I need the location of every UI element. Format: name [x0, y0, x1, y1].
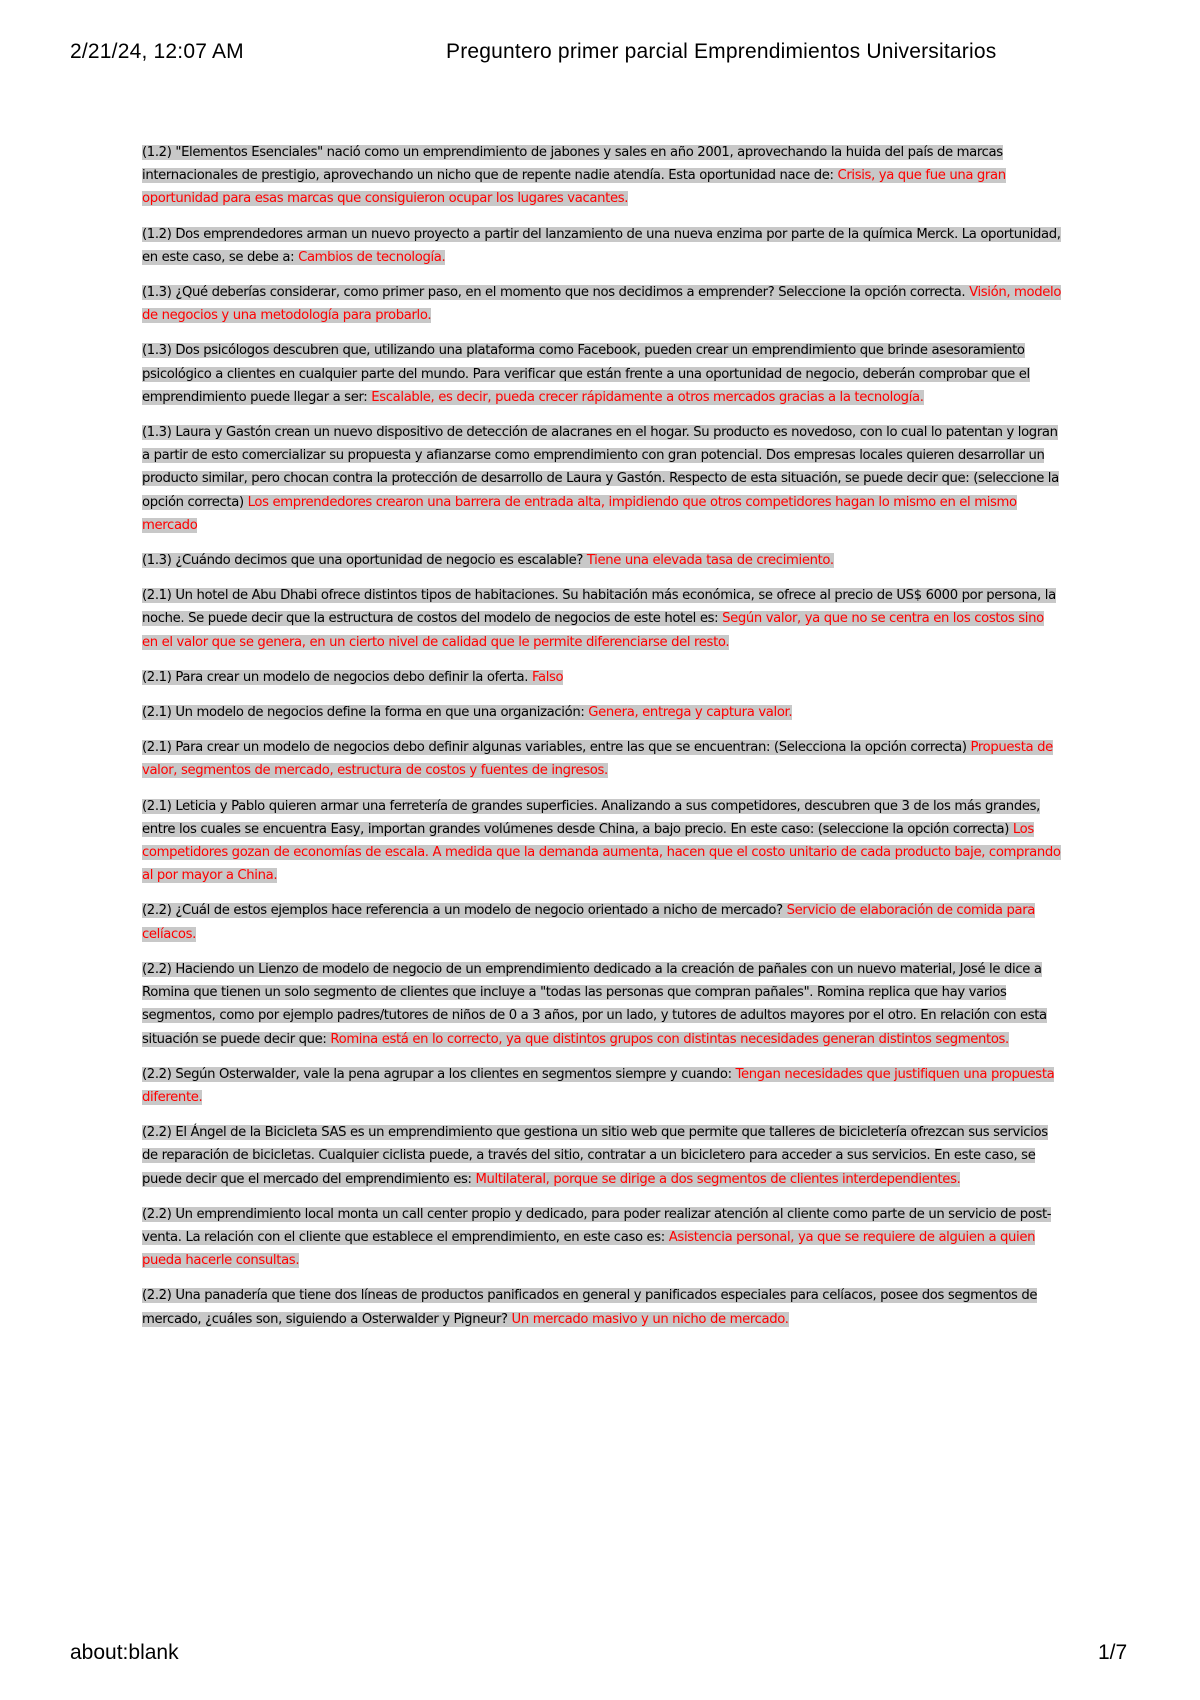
question-text: (2.2) Haciendo un Lienzo de modelo de negocio de un emprendimiento dedicado a la creación de pañales con un nuevo material, José le dice a Romina que tienen un solo segmento de clientes que incluye a "todas las personas que compran pañales". Romina replica que hay varios segmentos, como por ejemplo padres/tutores de niños de 0 a 3 años, por un lado, y tutores de adultos mayores por el otro. En relación con esta situación se puede decir que:: [142, 961, 1047, 1047]
question-text: (2.2) Según Osterwalder, vale la pena agrupar a los clientes en segmentos siempre y cuando:: [142, 1066, 736, 1082]
question-text: (2.1) Un hotel de Abu Dhabi ofrece distintos tipos de habitaciones. Su habitación más económica, se ofrece al precio de US$ 6000 por persona, la noche. Se puede decir que la estructura de costos del modelo de negocios de este hotel es:: [142, 588, 1056, 627]
answer-text: Crisis, ya que fue una gran oportunidad para esas marcas que consiguieron ocupar los lugares vacantes.: [142, 168, 1006, 207]
question-text: (1.3) ¿Qué deberías considerar, como primer paso, en el momento que nos decidimos a emprender? Seleccione la opción correcta.: [142, 285, 970, 301]
print-date: 2/21/24, 12:07 AM: [70, 40, 244, 63]
question-item: [142, 281, 1062, 327]
question-item: [142, 223, 1062, 269]
question-item: [142, 736, 1062, 782]
answer-text: Tengan necesidades que justifiquen una propuesta diferente.: [142, 1066, 1055, 1105]
question-item: [142, 958, 1062, 1051]
question-item: [142, 899, 1062, 945]
question-text: (2.1) Un modelo de negocios define la forma en que una organización:: [142, 705, 589, 721]
answer-text: Propuesta de valor, segmentos de mercado, estructura de costos y fuentes de ingresos.: [142, 740, 1053, 779]
question-text: (2.1) Para crear un modelo de negocios debo definir la oferta.: [142, 669, 532, 685]
answer-text: Según valor, ya que no se centra en los costos sino en el valor que se genera, en un cierto nivel de calidad que le permite diferenciarse del resto.: [142, 611, 1044, 650]
question-text: (1.3) Laura y Gastón crean un nuevo dispositivo de detección de alacranes en el hogar. Su producto es novedoso, con lo cual lo patentan y logran a partir de esto comercializar su propuesta y afianzarse como emprendimiento con gran potencial. Dos empresas locales quieren desarrollar un producto similar, pero chocan contra la protección de desarrollo de Laura y Gastón. Respecto de esta situación, se puede decir que: (seleccione la opción correcta): [142, 425, 1059, 510]
question-item: [142, 421, 1062, 537]
question-item: [142, 1203, 1062, 1273]
question-item: [142, 1121, 1062, 1191]
answer-text: Los competidores gozan de economías de escala. A medida que la demanda aumenta, hacen que el costo unitario de cada producto baje, comprando al por mayor a China.: [142, 821, 1061, 884]
question-item: [142, 549, 1062, 572]
answer-text: Servicio de elaboración de comida para celíacos.: [142, 903, 1036, 942]
page-number: 1/7: [1098, 1641, 1128, 1664]
question-text: (2.2) El Ángel de la Bicicleta SAS es un emprendimiento que gestiona un sitio web que permite que talleres de bicicletería ofrezcan sus servicios de reparación de bicicletas. Cualquier ciclista puede, a través del sitio, contratar a un bicicletero para acceder a sus servicios. En este caso, se puede decir que el mercado del emprendimiento es:: [142, 1125, 1048, 1187]
answer-text: Multilateral, porque se dirige a dos segmentos de clientes interdependientes.: [475, 1171, 961, 1187]
question-item: [142, 701, 1062, 724]
answer-text: Asistencia personal, ya que se requiere de alguien a quien pueda hacerle consultas.: [142, 1229, 1036, 1269]
question-text: (1.2) "Elementos Esenciales" nació como un emprendimiento de jabones y sales en año 2001, aprovechando la huida del país de marcas internacionales de prestigio, aprovechando un nicho que de repente nadie atendía. Esta oportunidad nace de:: [142, 145, 1003, 184]
footer-url: about:blank: [70, 1641, 179, 1664]
question-text: (1.2) Dos emprendedores arman un nuevo proyecto a partir del lanzamiento de una nueva enzima por parte de la química Merck. La oportunidad, en este caso, se debe a:: [142, 226, 1061, 265]
answer-text: Tiene una elevada tasa de crecimiento.: [586, 553, 834, 569]
answer-text: Cambios de tecnología.: [298, 249, 446, 265]
answer-text: Romina está en lo correcto, ya que distintos grupos con distintas necesidades generan distintos segmentos.: [330, 1031, 1009, 1047]
question-item: [142, 795, 1062, 888]
question-text: (1.3) Dos psicólogos descubren que, utilizando una plataforma como Facebook, pueden crear un emprendimiento que brinde asesoramiento psicológico a clientes en cualquier parte del mundo. Para verificar que están frente a una oportunidad de negocio, deberán comprobar que el emprendimiento puede llegar a ser:: [142, 343, 1030, 405]
answer-text: Visión, modelo de negocios y una metodología para probarlo.: [142, 285, 1062, 324]
document-title: Preguntero primer parcial Emprendimientos Universitarios: [446, 40, 997, 63]
answer-text: Escalable, es decir, pueda crecer rápidamente a otros mercados gracias a la tecnología.: [371, 389, 924, 405]
answer-text: Los emprendedores crearon una barrera de entrada alta, impidiendo que otros competidores hagan lo mismo en el mismo mercado: [142, 494, 1017, 533]
question-item: [142, 584, 1062, 654]
question-item: [142, 141, 1062, 211]
question-text: (2.2) Un emprendimiento local monta un call center propio y dedicado, para poder realizar atención al cliente como parte de un servicio de post-venta. La relación con el cliente que establece el emprendimiento, en este caso es:: [142, 1206, 1052, 1245]
answer-text: Falso: [531, 669, 564, 685]
question-text: (2.1) Leticia y Pablo quieren armar una ferretería de grandes superficies. Analizando a sus competidores, descubren que 3 de los más grandes, entre los cuales se encuentra Easy, importan grandes volúmenes desde China, a bajo precio. En este caso: (seleccione la opción correcta): [142, 798, 1040, 837]
question-text: (2.2) ¿Cuál de estos ejemplos hace referencia a un modelo de negocio orientado a nicho de mercado?: [142, 903, 787, 919]
question-text: (1.3) ¿Cuándo decimos que una oportunidad de negocio es escalable?: [142, 553, 587, 569]
question-item: [142, 666, 1062, 689]
question-item: [142, 1284, 1062, 1330]
answer-text: Genera, entrega y captura valor.: [588, 705, 793, 721]
question-text: (2.1) Para crear un modelo de negocios debo definir algunas variables, entre las que se encuentran: (Selecciona la opción correcta): [142, 740, 971, 756]
question-text: (2.2) Una panadería que tiene dos líneas de productos panificados en general y panificados especiales para celíacos, posee dos segmentos de mercado, ¿cuáles son, siguiendo a Osterwalder y Pigneur?: [142, 1288, 1038, 1327]
answer-text: Un mercado masivo y un nicho de mercado.: [511, 1311, 789, 1327]
question-item: [142, 339, 1062, 409]
question-item: [142, 1063, 1062, 1109]
question-list: [142, 141, 1062, 1343]
